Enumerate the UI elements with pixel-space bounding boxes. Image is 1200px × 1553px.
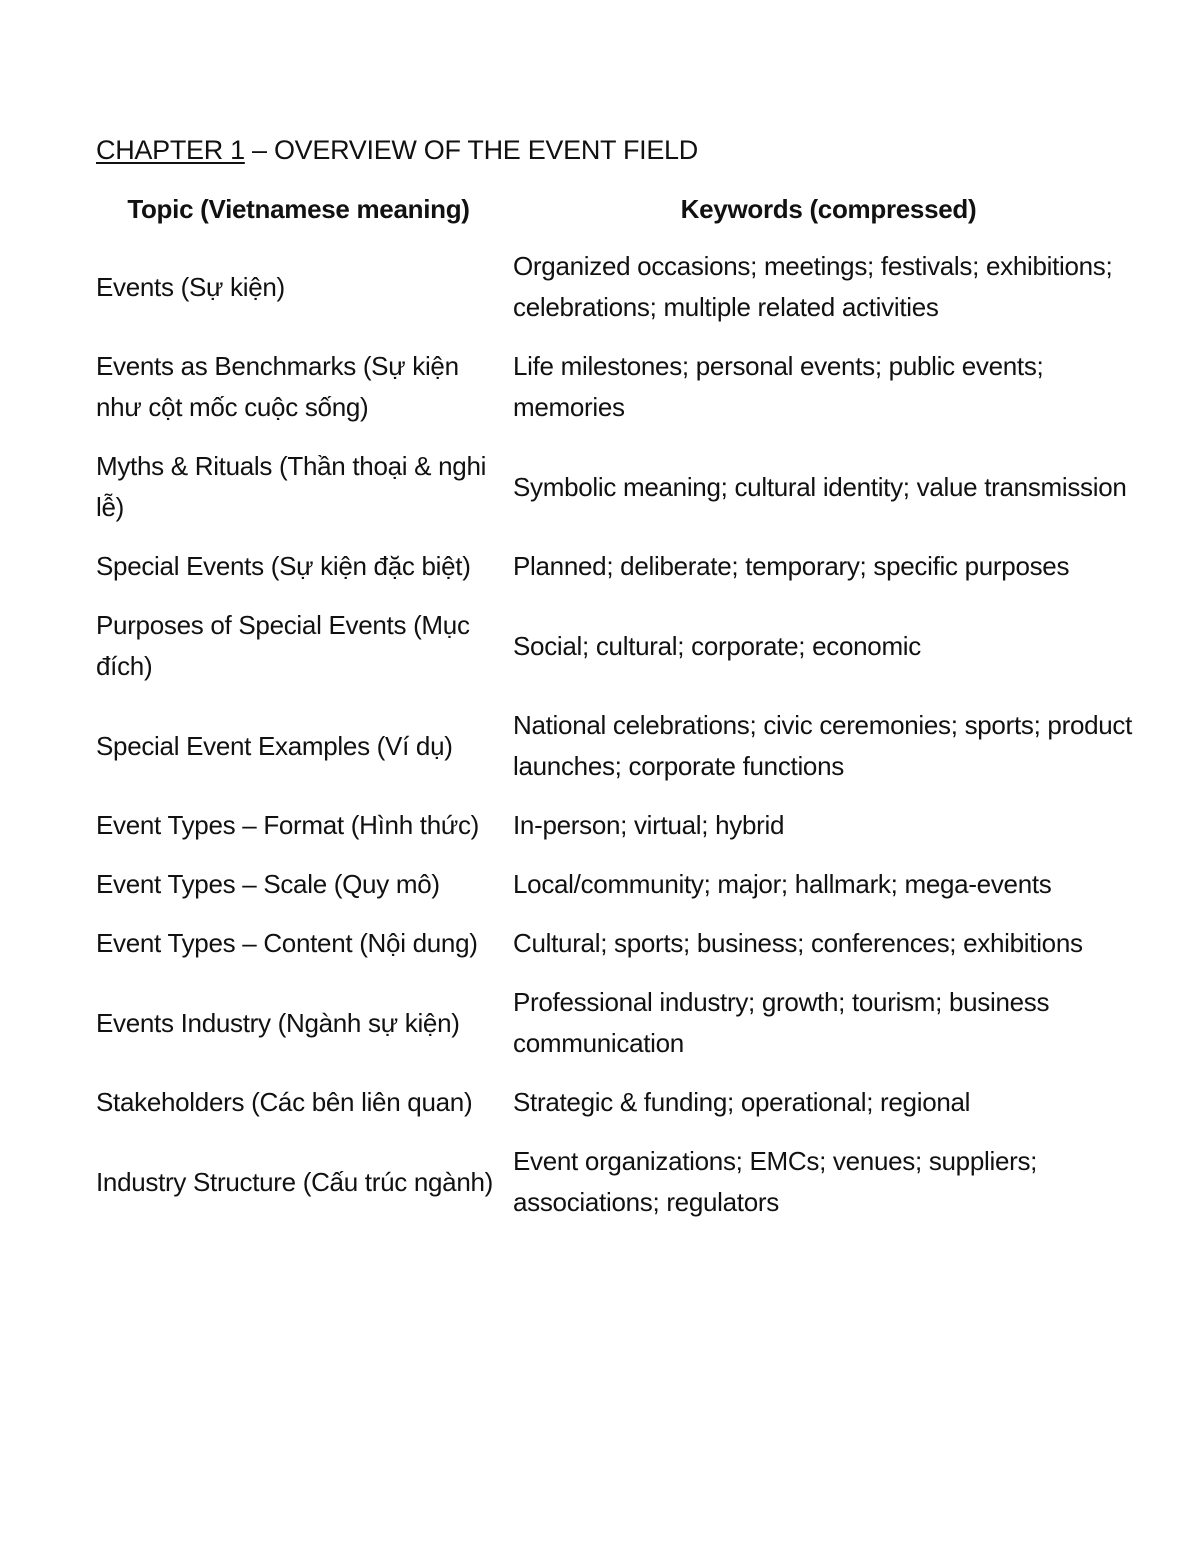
keywords-cell: National celebrations; civic ceremonies; sports; product launches; corporate functions [513,710,1133,781]
table-row [90,696,1150,796]
keywords-cell: Social; cultural; corporate; economic [513,630,921,661]
chapter-label: CHAPTER 1 [96,135,245,165]
table-row [90,1132,1150,1232]
chapter-title: OVERVIEW OF THE EVENT FIELD [273,135,698,165]
table-header-row [90,187,1150,237]
topic-cell: Event Types – Scale (Quy mô) [96,869,440,899]
topic-cell: Events (Sự kiện) [96,271,285,302]
keywords-cell: Event organizations; EMCs; venues; suppliers; associations; regulators [513,1146,1038,1217]
table-row [90,855,1150,914]
table-row [90,337,1150,437]
keywords-cell: Life milestones; personal events; public events; memories [513,351,1044,422]
topics-table [90,187,1150,1232]
table-row [90,796,1150,855]
table-row [90,914,1150,973]
column-header-topic: Topic (Vietnamese meaning) [127,193,470,224]
topic-cell: Event Types – Content (Nội dung) [96,928,478,958]
heading-separator: – [244,135,274,165]
topic-cell: Special Event Examples (Ví dụ) [96,730,453,761]
table-row [90,237,1150,337]
topic-cell: Industry Structure (Cấu trúc ngành) [96,1166,494,1197]
topic-cell: Event Types – Format (Hình thức) [96,810,480,840]
chapter-heading [96,133,698,167]
topic-cell: Purposes of Special Events (Mục đích) [96,610,470,681]
keywords-cell: Cultural; sports; business; conferences; exhibitions [513,928,1083,958]
table-row [90,596,1150,696]
table-row [90,1073,1150,1132]
topic-cell: Stakeholders (Các bên liên quan) [96,1087,473,1117]
table-row [90,437,1150,537]
topic-cell: Myths & Rituals (Thần thoại & nghi lễ) [96,451,487,522]
keywords-cell: In-person; virtual; hybrid [513,810,785,840]
topic-cell: Events Industry (Ngành sự kiện) [96,1007,460,1038]
topic-cell: Events as Benchmarks (Sự kiện như cột mốc cuộc sống) [96,351,459,422]
topic-cell: Special Events (Sự kiện đặc biệt) [96,551,471,581]
keywords-cell: Strategic & funding; operational; regional [513,1087,971,1117]
keywords-cell: Symbolic meaning; cultural identity; value transmission [513,471,1127,502]
keywords-cell: Planned; deliberate; temporary; specific purposes [513,551,1070,581]
table-row [90,537,1150,596]
keywords-cell: Organized occasions; meetings; festivals; exhibitions; celebrations; multiple related activities [513,251,1113,322]
keywords-cell: Professional industry; growth; tourism; business communication [513,987,1050,1058]
table-row [90,973,1150,1073]
column-header-keywords: Keywords (compressed) [680,193,977,224]
keywords-cell: Local/community; major; hallmark; mega-events [513,869,1052,899]
